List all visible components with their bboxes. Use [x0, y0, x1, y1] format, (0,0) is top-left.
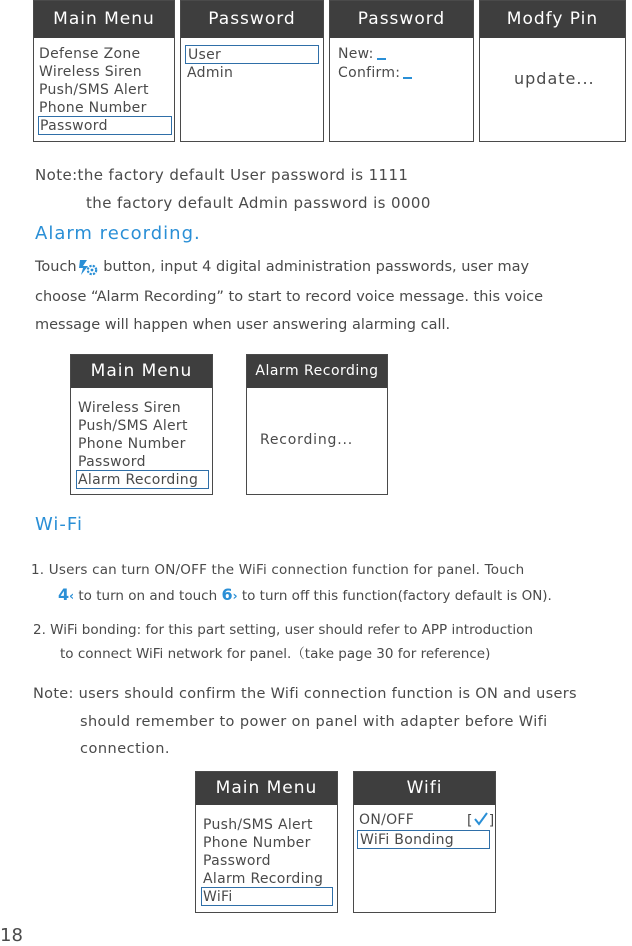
wifi-note-line2: should remember to power on panel with adapter before Wifi	[80, 714, 548, 730]
menu-item-push-sms-alert[interactable]: Push/SMS Alert	[78, 418, 188, 434]
menu-item-defense-zone[interactable]: Defense Zone	[39, 46, 141, 62]
checkbox-bracket-close: ]	[488, 813, 495, 829]
checkbox-bracket-open: [	[467, 813, 473, 829]
key-6-off-icon: 6›	[221, 585, 238, 604]
alarm-main-menu-header: Main Menu	[71, 355, 212, 388]
wifi-note-line1: Note: users should confirm the Wifi connection function is ON and users	[33, 686, 577, 702]
menu-item-phone-number[interactable]: Phone Number	[203, 835, 311, 851]
alarm-recording-para-line1	[35, 257, 529, 277]
wifi-onoff-checkbox[interactable]	[467, 811, 495, 830]
page-number: 18	[0, 925, 23, 946]
modify-pin-header: Modfy Pin	[480, 1, 625, 38]
password-option-user[interactable]: User	[185, 45, 319, 64]
modify-pin-screen	[479, 0, 626, 142]
modify-pin-status: update...	[514, 69, 595, 88]
wifi-screen-header: Wifi	[354, 772, 495, 805]
menu-item-alarm-recording-selected[interactable]: Alarm Recording	[76, 470, 209, 489]
menu-item-alarm-recording[interactable]: Alarm Recording	[203, 871, 324, 887]
new-password-field[interactable]	[338, 45, 386, 63]
menu-item-wireless-siren[interactable]: Wireless Siren	[78, 400, 181, 416]
main-menu-screen	[33, 0, 175, 142]
default-password-note-line2: the factory default Admin password is 0000	[86, 194, 431, 212]
menu-item-password[interactable]: Password	[203, 853, 271, 869]
confirm-password-cursor	[403, 77, 412, 79]
password-option-admin[interactable]: Admin	[187, 65, 234, 81]
default-password-note-line1: Note:the factory default User password is 1111	[35, 166, 409, 184]
wifi-heading: Wi-Fi	[35, 514, 83, 535]
new-password-cursor	[377, 58, 386, 60]
wifi-point2-line1: 2. WiFi bonding: for this part setting, user should refer to APP introduction	[33, 622, 533, 638]
confirm-password-field[interactable]	[338, 64, 412, 82]
alarm-recording-para-line2: choose “Alarm Recording” to start to record voice message. this voice	[35, 289, 543, 305]
password-entry-screen	[329, 0, 474, 142]
wifi-note-line3: connection.	[80, 741, 171, 757]
wifi-point2-line2: to connect WiFi network for panel.（take page 30 for reference)	[60, 646, 491, 662]
menu-item-wifi-selected[interactable]: WiFi	[201, 887, 333, 906]
para-touch-word: Touch	[35, 259, 77, 275]
menu-item-push-sms-alert[interactable]: Push/SMS Alert	[39, 82, 149, 98]
wifi-point1-line2	[58, 585, 552, 606]
point1-end-text: to turn off this function(factory default is ON).	[241, 588, 552, 604]
wifi-bonding-selected[interactable]: WiFi Bonding	[357, 830, 490, 849]
para-line1-rest: button, input 4 digital administration passwords, user may	[98, 259, 530, 275]
password-select-screen	[180, 0, 324, 142]
menu-item-password[interactable]: Password	[78, 454, 146, 470]
alarm-recording-para-line3: message will happen when user answering alarming call.	[35, 317, 451, 333]
wifi-main-menu-screen	[195, 771, 338, 913]
main-menu-header: Main Menu	[34, 1, 174, 38]
checkmark-icon	[473, 811, 489, 827]
confirm-password-label: Confirm:	[338, 65, 401, 81]
wifi-main-menu-header: Main Menu	[196, 772, 337, 805]
menu-item-phone-number[interactable]: Phone Number	[39, 100, 147, 116]
password-select-header: Password	[181, 1, 323, 38]
alarm-main-menu-screen	[70, 354, 213, 495]
menu-item-push-sms-alert[interactable]: Push/SMS Alert	[203, 817, 313, 833]
recording-status: Recording...	[260, 432, 353, 448]
wifi-screen	[353, 771, 496, 913]
menu-item-wireless-siren[interactable]: Wireless Siren	[39, 64, 142, 80]
wifi-onoff-label: ON/OFF	[359, 812, 415, 828]
alarm-recording-heading: Alarm recording.	[35, 223, 201, 244]
wifi-point1-line1: 1. Users can turn ON/OFF the WiFi connection function for panel. Touch	[31, 562, 525, 578]
password-entry-header: Password	[330, 1, 473, 38]
alarm-recording-header: Alarm Recording	[247, 355, 387, 388]
key-4-on-icon: 4‹	[58, 585, 75, 604]
new-password-label: New:	[338, 46, 374, 62]
alarm-recording-screen	[246, 354, 388, 495]
menu-item-password-selected[interactable]: Password	[38, 116, 172, 135]
point1-mid-text: to turn on and touch	[78, 588, 218, 604]
settings-key-icon	[77, 257, 99, 277]
menu-item-phone-number[interactable]: Phone Number	[78, 436, 186, 452]
